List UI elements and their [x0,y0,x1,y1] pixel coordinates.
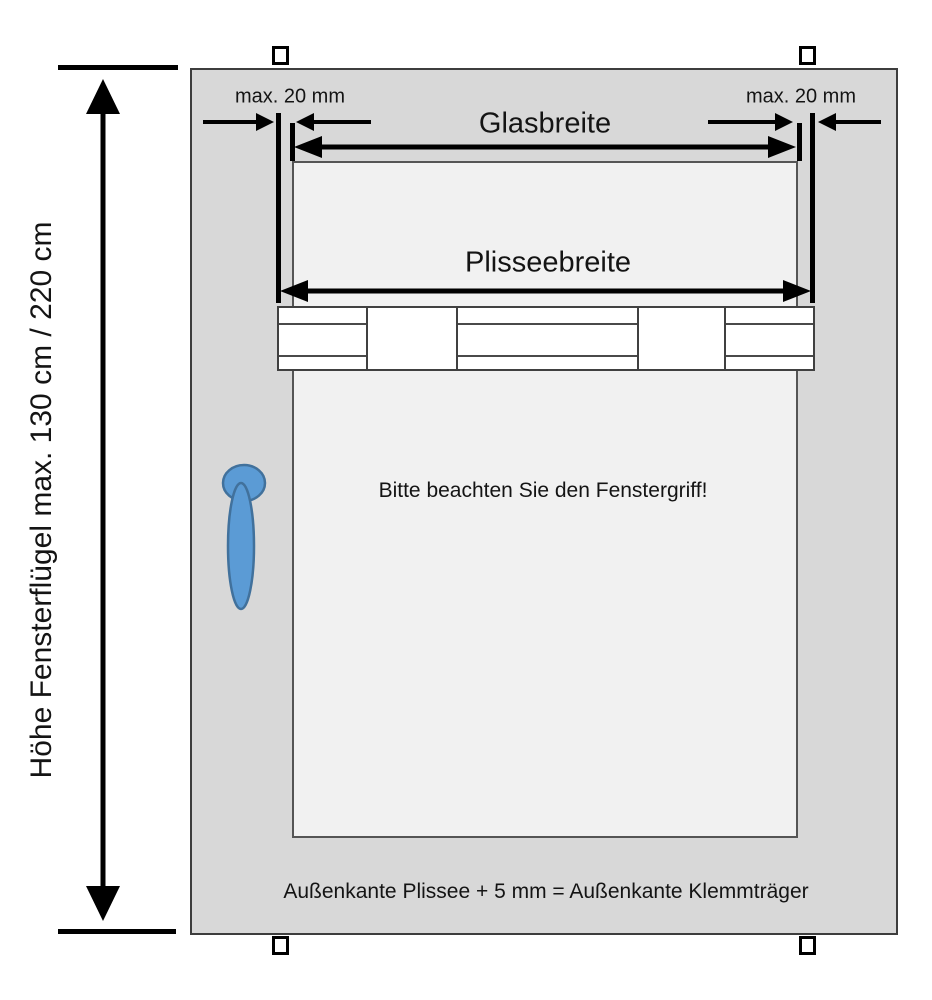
offset-arrows-left [203,113,371,131]
arrowhead-right [768,136,796,158]
dimension-shaft [101,108,106,892]
dimension-cap-top [58,65,178,70]
bottom-note: Außenkante Plissee + 5 mm = Außenkante Klemmträger [283,880,809,903]
arrowhead-left [294,136,322,158]
arrowhead-left [280,280,308,302]
arrowhead-right [256,113,274,131]
arrowhead-right [775,113,793,131]
glass-tick-right [797,123,802,161]
arrowhead-down [86,886,120,921]
height-dimension-label: Höhe Fensterflügel max. 130 cm / 220 cm [25,221,58,779]
height-dimension-arrow [58,65,178,934]
pleat-width-label: Plisseebreite [464,246,632,279]
arrowhead-right [783,280,811,302]
pleat-width-arrow [280,280,811,302]
glass-tick-left [290,123,295,161]
max-offset-label-right: max. 20 mm [745,85,857,108]
handle-note: Bitte beachten Sie den Fenstergriff! [378,479,708,502]
max-offset-label-left: max. 20 mm [234,85,346,108]
arrowhead-left [818,113,836,131]
pleat-extent-line-right [810,113,815,303]
arrowhead-left [296,113,314,131]
glass-width-label: Glasbreite [478,107,612,140]
window-handle-icon [223,465,265,609]
handle-grip [228,483,254,609]
offset-arrows-right [708,113,881,131]
arrowhead-up [86,79,120,114]
pleat-extent-line-left [276,113,281,303]
dimension-cap-bottom [58,929,176,934]
